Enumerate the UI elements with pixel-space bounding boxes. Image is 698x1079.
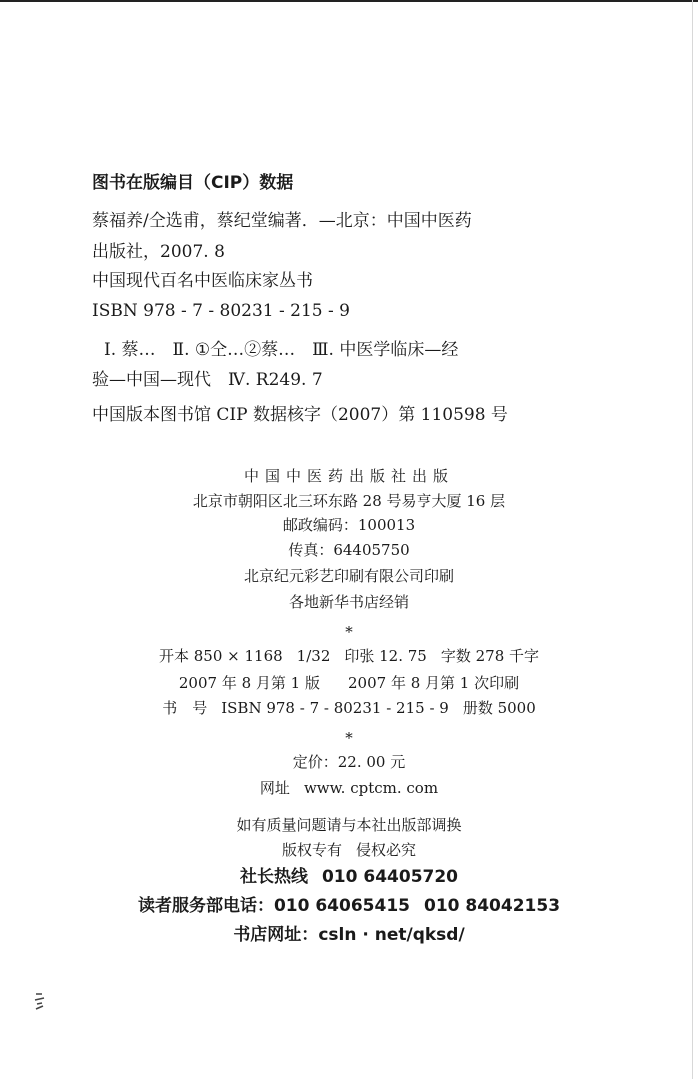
- distributor: 各地新华书店经销: [288, 593, 409, 611]
- bookstore-line: [0, 924, 698, 946]
- spec-book-number-label: 书 号: [162, 699, 208, 717]
- spec-printing: 2007 年 8 月第 1 次印刷: [348, 674, 520, 692]
- cip-series: 中国现代百名中医临床家丛书: [92, 271, 313, 291]
- copyright-exclusive: 版权专有: [281, 841, 342, 859]
- specs-line-format: [0, 646, 698, 666]
- reader-service-number-1: 010 64065415: [273, 896, 410, 916]
- spec-edition: 2007 年 8 月第 1 版: [178, 674, 320, 692]
- spec-fold: 1/32: [296, 647, 331, 665]
- cip-publisher-line: 出版社，2007. 8: [92, 242, 225, 262]
- publisher-postcode: 邮政编码：100013: [282, 516, 416, 534]
- reader-service-label: 读者服务部电话：: [137, 896, 274, 916]
- price: 定价：22. 00 元: [292, 753, 406, 771]
- publisher-fax: 传真：64405750: [288, 541, 410, 559]
- separator-asterisk-2: *: [345, 729, 353, 747]
- specs-line-isbn: [0, 698, 698, 718]
- hotline-number: 010 64405720: [321, 867, 459, 887]
- specs-line-edition: [0, 673, 698, 693]
- spec-sheets: 印张 12. 75: [344, 647, 427, 665]
- cip-classification-line-2: 验—中国—现代 Ⅳ. R249. 7: [92, 370, 323, 390]
- hotline-line: [0, 866, 698, 888]
- website-url: www. cptcm. com: [303, 779, 439, 797]
- hotline-label: 社长热线: [239, 867, 308, 887]
- separator-asterisk: *: [345, 623, 353, 641]
- website-label: 网址: [259, 779, 290, 797]
- spec-format: 开本 850 × 1168: [158, 647, 283, 665]
- bookstore-label: 书店网址：: [233, 925, 319, 945]
- quality-notice: 如有质量问题请与本社出版部调换: [236, 816, 462, 834]
- copyright-infringement: 侵权必究: [356, 841, 417, 859]
- spec-words: 字数 278 千字: [440, 647, 540, 665]
- publisher-address: 北京市朝阳区北三环东路 28 号易亨大厦 16 层: [192, 492, 506, 510]
- reader-service-number-2: 010 84042153: [424, 896, 561, 916]
- bookstore-url: csln · net/qksd/: [318, 925, 465, 945]
- scan-mark: [33, 990, 47, 1014]
- cip-classification-line-1: Ⅰ. 蔡… Ⅱ. ①仝…②蔡… Ⅲ. 中医学临床—经: [104, 340, 459, 360]
- cip-core-number: 中国版本图书馆 CIP 数据核字（2007）第 110598 号: [92, 405, 508, 425]
- publisher-name: 中国中医药出版社出版: [243, 467, 454, 485]
- spec-book-number: ISBN 978 - 7 - 80231 - 215 - 9: [221, 699, 449, 717]
- copyright-notice: [0, 840, 698, 860]
- cip-isbn: ISBN 978 - 7 - 80231 - 215 - 9: [92, 301, 350, 321]
- cip-title: 图书在版编目（CIP）数据: [92, 173, 294, 193]
- top-border-rule: [0, 0, 698, 2]
- cip-author-line: 蔡福养/仝选甫，蔡纪堂编著．—北京：中国中医药: [92, 211, 472, 231]
- spec-copies: 册数 5000: [462, 699, 536, 717]
- reader-service-line: [0, 895, 698, 917]
- website-line: [0, 778, 698, 798]
- printer-name: 北京纪元彩艺印刷有限公司印刷: [243, 567, 454, 585]
